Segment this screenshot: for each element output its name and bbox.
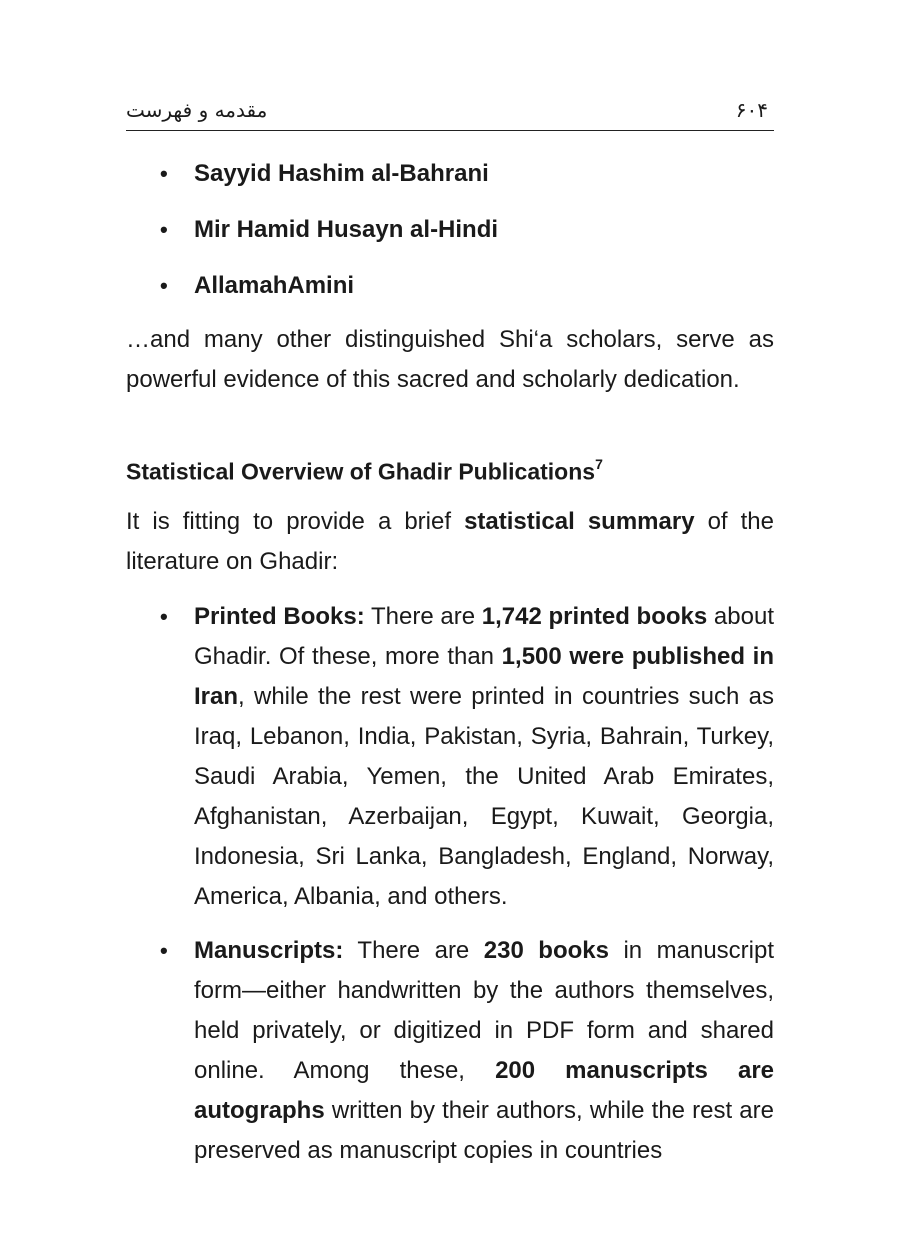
text-run: written by their authors, while the rest are preserved as manuscript copies in countries [194,1097,774,1164]
scholar-name: Mir Hamid Husayn al-Hindi [194,216,499,243]
list-item-manuscripts [160,931,774,1171]
page-header [126,92,774,132]
page-number: ۶۰۴ [735,98,768,122]
bold-run: statistical summary [464,508,695,535]
text-run: It is fitting to provide a brief [126,508,465,535]
section-heading-text: Statistical Overview of Ghadir Publications [126,458,596,485]
scholar-list [160,152,774,320]
text-run: about Ghadir. Of these, more than [194,603,774,670]
header-title: مقدمه و فهرست [126,98,268,122]
bullet-icon: • [160,604,168,629]
statistics-list [160,597,774,1171]
paragraph-intro [126,502,774,582]
bold-run: 1,742 printed books [481,603,708,630]
item-label: Manuscripts: [194,937,344,964]
text-run: , while the rest were printed in countries such as Iraq, Lebanon, India, Pakistan, Syria, Bahrain, Turkey, Saudi Arabia, Yemen, the United Arab Emirates, Afghanistan, Azerbaijan, Egypt, Kuwait, Georgia, Indonesia, Sri Lanka, Bangladesh, England, Norway, America, Albania, and others. [194,683,774,910]
text-run: of the literature on Ghadir: [126,508,774,575]
list-item-printed-books [160,597,774,917]
bold-run: 230 books [483,937,609,964]
bullet-icon: • [160,217,168,242]
scholar-name: AllamahAmini [194,272,355,299]
list-item [160,264,774,320]
bullet-icon: • [160,161,168,186]
text-run: There are [343,937,484,964]
bullet-icon: • [160,273,168,298]
header-divider [126,130,774,131]
scholar-name: Sayyid Hashim al-Bahrani [194,160,489,187]
bold-run: 200 manuscripts are autographs [194,1057,775,1124]
list-item [160,208,774,264]
footnote-marker: 7 [595,456,603,472]
paragraph-scholars: …and many other distinguished Shi‘a scholars, serve as powerful evidence of this sacred and scholarly dedication. [126,326,774,393]
item-label: Printed Books: [194,603,365,630]
list-item [160,152,774,208]
bold-run: 1,500 were published in Iran [194,643,774,710]
section-heading [126,448,774,490]
text-run: There are [364,603,482,630]
text-run: in manuscript form—either handwritten by the authors themselves, held privately, or digitized in PDF form and shared online. Among these, [194,937,775,1084]
bullet-icon: • [160,938,168,963]
